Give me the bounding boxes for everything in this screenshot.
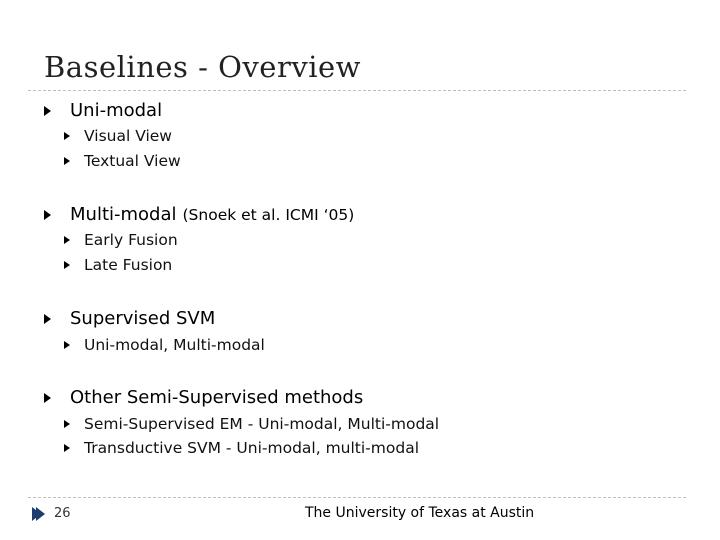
sub-bullet-semi-supervised-em — [64, 415, 439, 433]
sub-bullet-late-fusion — [64, 256, 172, 274]
bullet-citation: (Snoek et al. ICMI ‘05) — [182, 205, 355, 224]
bullet-text: Multi-modal — [70, 204, 177, 225]
bullet-supervised-svm — [44, 308, 215, 329]
bullet-arrow-icon — [44, 210, 51, 220]
sub-bullet-text: Early Fusion — [84, 231, 178, 249]
sub-bullet-text: Uni-modal, Multi-modal — [84, 336, 265, 354]
bullet-arrow-icon — [44, 393, 51, 403]
footer-divider — [28, 497, 686, 498]
sub-bullet-arrow-icon — [64, 157, 70, 165]
bullet-text: Uni-modal — [70, 100, 163, 121]
bullet-uni-modal — [44, 100, 162, 121]
sub-bullet-arrow-icon — [64, 132, 70, 140]
sub-bullet-text: Visual View — [84, 127, 172, 145]
bullet-multi-modal — [44, 204, 354, 225]
bullet-text: Other Semi-Supervised methods — [70, 387, 364, 408]
sub-bullet-transductive-svm — [64, 439, 419, 457]
sub-bullet-arrow-icon — [64, 341, 70, 349]
sub-bullet-visual-view — [64, 127, 172, 145]
footer-institution: The University of Texas at Austin — [305, 505, 535, 521]
slide-title: Baselines - Overview — [44, 50, 361, 84]
bullet-other-semi-supervised — [44, 387, 363, 408]
sub-bullet-arrow-icon — [64, 261, 70, 269]
bullet-text: Supervised SVM — [70, 308, 216, 329]
sub-bullet-arrow-icon — [64, 444, 70, 452]
sub-bullet-arrow-icon — [64, 236, 70, 244]
sub-bullet-text: Semi-Supervised EM - Uni-modal, Multi-modal — [84, 415, 440, 433]
sub-bullet-early-fusion — [64, 231, 178, 249]
title-divider — [28, 90, 686, 91]
sub-bullet-text: Transductive SVM - Uni-modal, multi-modal — [84, 439, 420, 457]
sub-bullet-textual-view — [64, 152, 181, 170]
sub-bullet-uni-multi-modal — [64, 336, 265, 354]
page-number: 26 — [54, 506, 71, 521]
bullet-arrow-icon — [44, 106, 51, 116]
footer-arrow-icon — [36, 507, 45, 521]
sub-bullet-arrow-icon — [64, 420, 70, 428]
bullet-arrow-icon — [44, 314, 51, 324]
sub-bullet-text: Late Fusion — [84, 256, 173, 274]
sub-bullet-text: Textual View — [84, 152, 181, 170]
